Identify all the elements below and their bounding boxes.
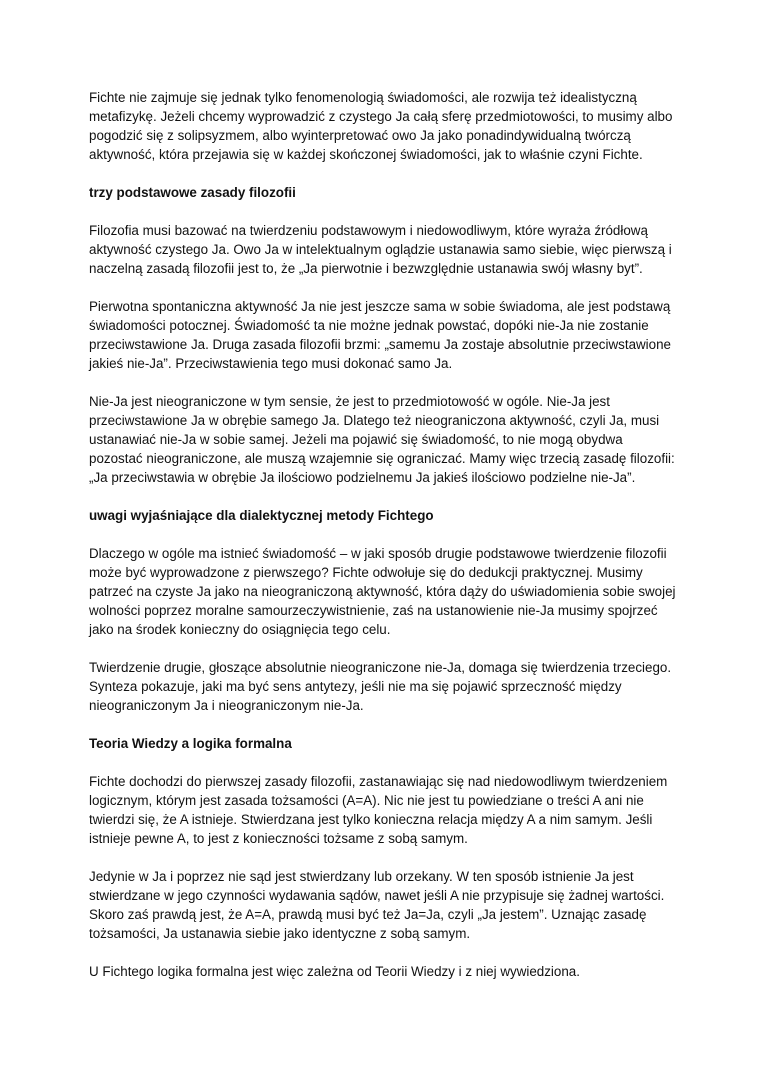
paragraph-second-principle: Pierwotna spontaniczna aktywność Ja nie jest jeszcze sama w sobie świadoma, ale jest podstawą świadomości potocznej. Świadomość ta nie możne jednak powstać, dopóki nie-Ja nie zostanie przeciwstawione Ja. Druga zasada filozofii brzmi: „samemu Ja zostaje absolutnie przeciwstawione jakieś nie-Ja”. Przeciwstawienia tego musi dokonać samo Ja. [89,299,672,371]
paragraph-intro: Fichte nie zajmuje się jednak tylko fenomenologią świadomości, ale rozwija też idealistyczną metafizykę. Jeżeli chcemy wyprowadzić z czystego Ja całą sferę przedmiotowości, to musimy albo pogodzić się z solipsyzmem, albo wyinterpretować owo Ja jako ponadindywidualną twórczą aktywność, która przejawia się w każdej skończonej świadomości, jak to właśnie czyni Fichte. [89,90,673,162]
document-page [89,88,679,1000]
paragraph-conclusion: U Fichtego logika formalna jest więc zależna od Teorii Wiedzy i z niej wywiedziona. [89,964,580,979]
heading-theory-and-logic: Teoria Wiedzy a logika formalna [89,736,292,751]
paragraph-third-principle: Nie-Ja jest nieograniczone w tym sensie, że jest to przedmiotowość w ogóle. Nie-Ja jest przeciwstawione Ja w obrębie samego Ja. Dlatego też nieograniczona aktywność, czyli Ja, musi ustanawiać nie-Ja w sobie samej. Jeżeli ma pojawić się świadomość, to nie mogą obydwa pozostać nieograniczone, ale muszą wzajemnie się ograniczać. Mamy więc trzecią zasadę filozofii: „Ja przeciwstawia w obrębie Ja ilościowo podzielnemu Ja jakieś ilościowo podzielne nie-Ja”. [89,394,675,485]
heading-three-principles: trzy podstawowe zasady filozofii [89,185,296,200]
paragraph-judgement: Jedynie w Ja i poprzez nie sąd jest stwierdzany lub orzekany. W ten sposób istnienie Ja jest stwierdzane w jego czynności wydawania sądów, nawet jeśli A nie przypisuje się żadnej wartości. Skoro zaś prawdą jest, że A=A, prawdą musi być też Ja=Ja, czyli „Ja jestem”. Uznając zasadę tożsamości, Ja ustanawia siebie jako identyczne z sobą samym. [89,869,665,941]
paragraph-first-principle: Filozofia musi bazować na twierdzeniu podstawowym i niedowodliwym, które wyraża źródłową aktywność czystego Ja. Owo Ja w intelektualnym oglądzie ustanawia samo siebie, więc pierwszą i naczelną zasadą filozofii jest to, że „Ja pierwotnie i bezwzględnie ustanawia swój własny byt”. [89,223,672,276]
paragraph-identity-principle: Fichte dochodzi do pierwszej zasady filozofii, zastanawiając się nad niedowodliwym twierdzeniem logicznym, którym jest zasada tożsamości (A=A). Nic nie jest tu powiedziane o treści A ani nie twierdzi się, że A istnieje. Stwierdzana jest tylko konieczna relacja między A a nim samym. Jeśli istnieje pewne A, to jest z konieczności tożsame z sobą samym. [89,774,668,846]
paragraph-practical-deduction: Dlaczego w ogóle ma istnieć świadomość – w jaki sposób drugie podstawowe twierdzenie filozofii może być wyprowadzone z pierwszego? Fichte odwołuje się do dedukcji praktycznej. Musimy patrzeć na czyste Ja jako na nieograniczoną aktywność, która dąży do uświadomienia sobie swojej wolności poprzez moralne samourzeczywistnienie, zaś na ustanowienie nie-Ja musimy spojrzeć jako na środek konieczny do osiągnięcia tego celu. [89,546,676,637]
paragraph-synthesis: Twierdzenie drugie, głoszące absolutnie nieograniczone nie-Ja, domaga się twierdzenia trzeciego. Synteza pokazuje, jaki ma być sens antytezy, jeśli nie ma się pojawić sprzeczność między nieograniczonym Ja i nieograniczonym nie-Ja. [89,660,672,713]
heading-dialectical-method: uwagi wyjaśniające dla dialektycznej metody Fichtego [89,508,434,523]
